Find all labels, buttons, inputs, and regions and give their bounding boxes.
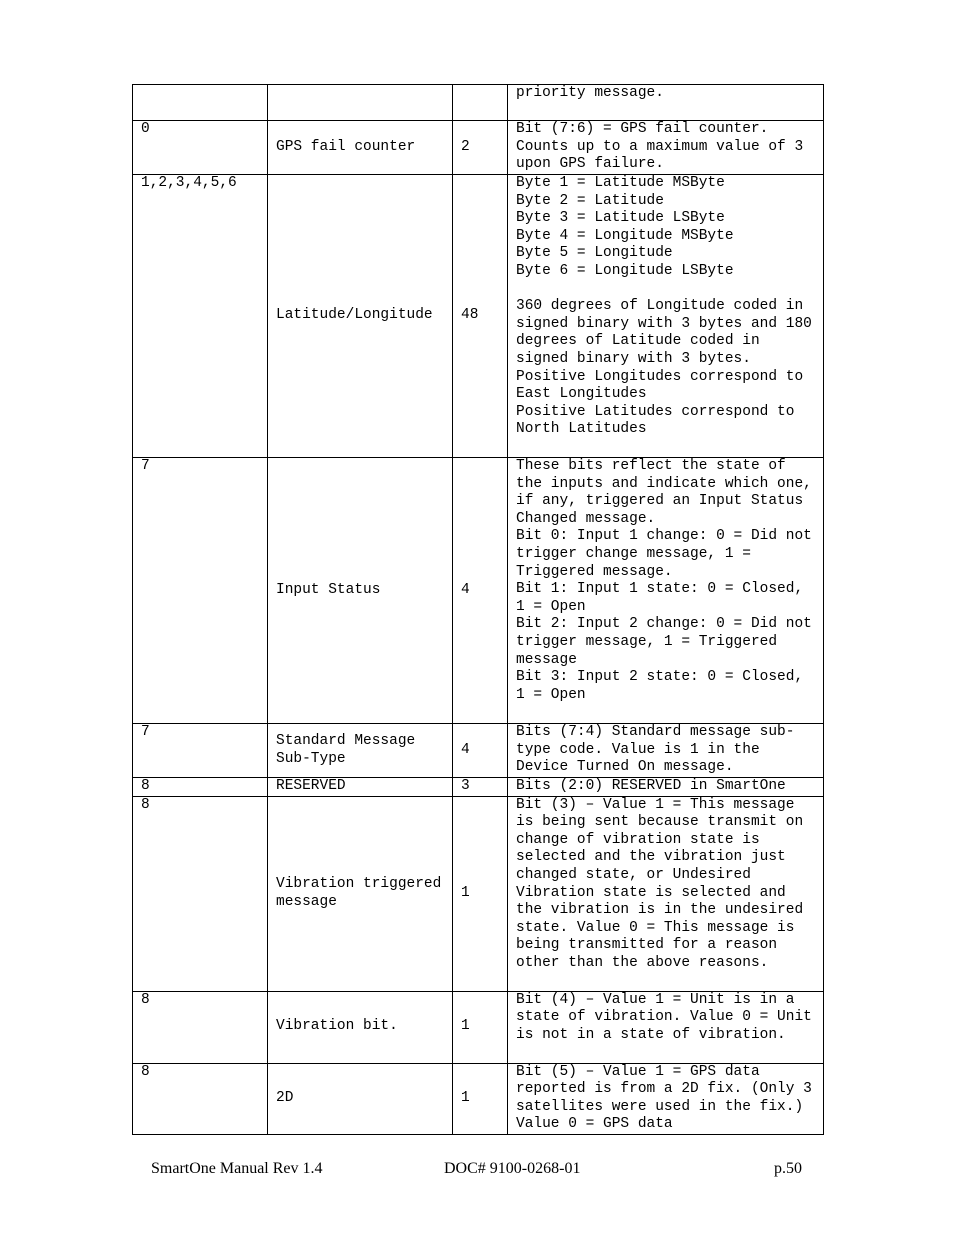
byte-cell: 0 <box>133 121 268 175</box>
byte-cell: 7 <box>133 458 268 724</box>
field-cell: GPS fail counter <box>268 121 453 175</box>
description-cell: Bits (2:0) RESERVED in SmartOne <box>508 778 824 797</box>
description-cell: Bit (5) – Value 1 = GPS data reported is from a 2D fix. (Only 3 satellites were used in the fix.) Value 0 = GPS data <box>508 1063 824 1134</box>
field-cell: Standard Message Sub-Type <box>268 724 453 778</box>
byte-cell: 8 <box>133 1063 268 1134</box>
field-cell: Latitude/Longitude <box>268 175 453 458</box>
byte-cell <box>133 85 268 121</box>
table-row <box>133 1063 824 1134</box>
byte-cell: 7 <box>133 724 268 778</box>
table-row <box>133 458 824 724</box>
byte-cell: 8 <box>133 778 268 797</box>
bits-cell: 1 <box>453 991 508 1063</box>
bits-cell: 1 <box>453 796 508 991</box>
description-cell: Bits (7:4) Standard message sub-type code. Value is 1 in the Device Turned On message. <box>508 724 824 778</box>
field-cell: Vibration bit. <box>268 991 453 1063</box>
bits-cell: 2 <box>453 121 508 175</box>
description-cell: These bits reflect the state of the inputs and indicate which one, if any, triggered an Input Status Changed message. Bit 0: Input 1 change: 0 = Did not trigger change message, 1 = Triggered message. Bit 1: Input 1 state: 0 = Closed, 1 = Open Bit 2: Input 2 change: 0 = Did not trigger message, 1 = Triggered message Bit 3: Input 2 state: 0 = Closed, 1 = Open <box>508 458 824 724</box>
footer-page-number: p.50 <box>774 1160 802 1177</box>
message-format-table <box>132 84 824 1135</box>
description-cell: priority message. <box>508 85 824 121</box>
field-cell: RESERVED <box>268 778 453 797</box>
table-row <box>133 991 824 1063</box>
description-cell: Bit (4) – Value 1 = Unit is in a state of vibration. Value 0 = Unit is not in a state of vibration. <box>508 991 824 1063</box>
bits-cell: 3 <box>453 778 508 797</box>
bits-cell: 48 <box>453 175 508 458</box>
bits-cell <box>453 85 508 121</box>
description-cell: Bit (3) – Value 1 = This message is being sent because transmit on change of vibration state is selected and the vibration just changed state, or Undesired Vibration state is selected and the vibration is in the undesired state. Value 0 = This message is being transmitted for a reason other than the above reasons. <box>508 796 824 991</box>
byte-cell: 8 <box>133 991 268 1063</box>
description-cell: Byte 1 = Latitude MSByte Byte 2 = Latitude Byte 3 = Latitude LSByte Byte 4 = Longitude MSByte Byte 5 = Longitude Byte 6 = Longitude LSByte 360 degrees of Longitude coded in signed binary with 3 bytes and 180 degrees of Latitude coded in signed binary with 3 bytes. Positive Longitudes correspond to East Longitudes Positive Latitudes correspond to North Latitudes <box>508 175 824 458</box>
footer-manual-title: SmartOne Manual Rev 1.4 <box>151 1160 323 1177</box>
bits-cell: 4 <box>453 724 508 778</box>
table-row <box>133 778 824 797</box>
field-cell <box>268 85 453 121</box>
field-cell: Vibration triggered message <box>268 796 453 991</box>
byte-cell: 1,2,3,4,5,6 <box>133 175 268 458</box>
field-cell: 2D <box>268 1063 453 1134</box>
table-row <box>133 121 824 175</box>
byte-cell: 8 <box>133 796 268 991</box>
description-cell: Bit (7:6) = GPS fail counter. Counts up to a maximum value of 3 upon GPS failure. <box>508 121 824 175</box>
footer-doc-number: DOC# 9100-0268-01 <box>444 1160 581 1177</box>
table-row <box>133 85 824 121</box>
bits-cell: 1 <box>453 1063 508 1134</box>
bits-cell: 4 <box>453 458 508 724</box>
table-row <box>133 796 824 991</box>
table-row <box>133 175 824 458</box>
field-cell: Input Status <box>268 458 453 724</box>
table-row <box>133 724 824 778</box>
